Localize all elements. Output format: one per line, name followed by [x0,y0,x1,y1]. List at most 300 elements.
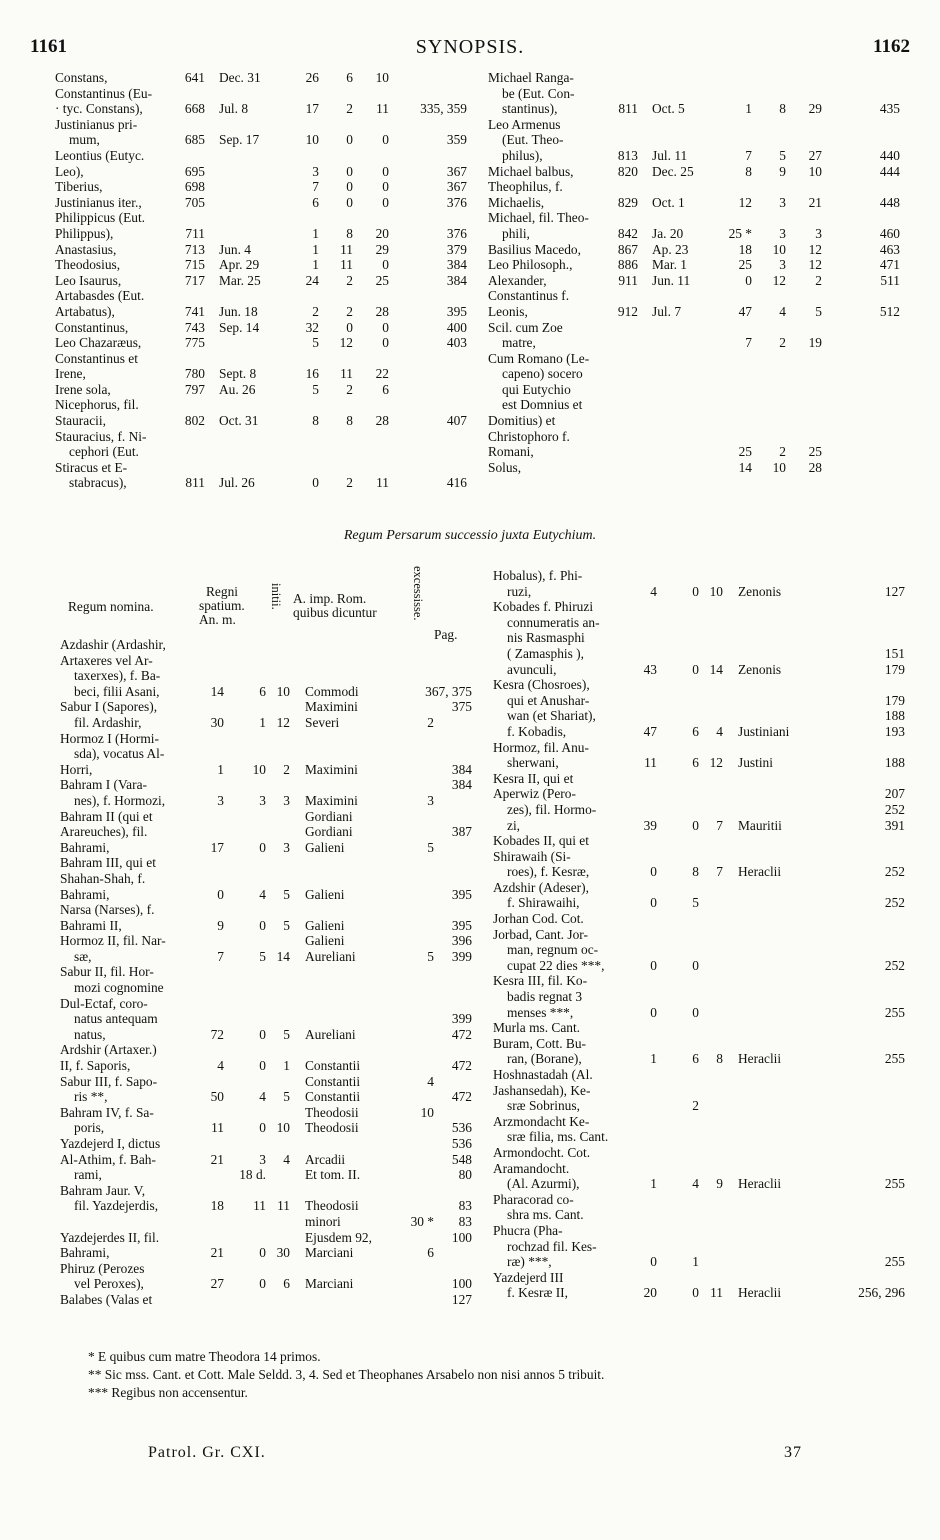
name-cell: Bahrami, [60,839,110,855]
days-cell: 11 [277,1198,290,1214]
emperor-cell: Gordiani [305,824,353,840]
table-row [60,1011,475,1027]
name-cell: ræ) ***, [507,1254,552,1270]
years-cell: 14 [738,459,752,475]
name-cell: Hormoz I (Hormi- [60,730,159,746]
table-row [493,740,908,756]
table-row [493,1239,908,1255]
name-cell: est Domnius et [502,397,583,413]
days-cell: 12 [709,755,723,771]
page-cell: 384 [451,777,472,793]
name-cell: Murla ms. Cant. [493,1020,581,1036]
name-cell: Dul-Ectaf, coro- [60,995,148,1011]
name-cell: Theophilus, f. [488,179,563,195]
page-cell: 256, 296 [858,1285,905,1301]
table-row [488,304,908,320]
excessit-cell: 4 [427,1073,434,1089]
name-cell: Bahram II (qui et [60,808,153,824]
emperor-cell: Commodi [305,683,359,699]
days-cell: 5 [815,303,822,319]
table-row [60,699,475,715]
persian-kings-table-left [60,637,475,1308]
name-cell: Jashansedah), Ke- [493,1082,591,1098]
name-cell: Jorhan Cod. Cot. [493,911,584,927]
years-cell: 0 [312,475,319,491]
days-cell: 3 [283,792,290,808]
days-cell: 21 [808,194,822,210]
name-cell: Irene sola, [55,381,111,397]
days-cell: 10 [709,583,723,599]
table-row [493,1285,908,1301]
table-row [60,1276,475,1292]
months-cell: 9 [779,163,786,179]
months-cell: 0 [346,194,353,210]
years-cell: 47 [738,303,752,319]
months-cell: 0 [346,319,353,335]
name-cell: Michael balbus, [488,163,574,179]
emperor-cell: Theodosii [305,1198,359,1214]
table-row [60,762,475,778]
page-cell: 396 [451,933,472,949]
date-cell: Jun. 18 [219,303,258,319]
name-cell: mozi cognomine [74,980,164,996]
table-row [488,257,908,273]
year-cell: 886 [617,257,638,273]
running-title: SYNOPSIS. [415,36,525,58]
emperor-cell: Constantii [305,1073,361,1089]
years-cell: 47 [643,723,657,739]
table-row [60,653,475,669]
page-cell: 384 [446,257,467,273]
table-row [60,1183,475,1199]
table-row [493,1036,908,1052]
date-cell: Au. 26 [219,381,256,397]
table-row [60,715,475,731]
year-cell: 780 [184,366,205,382]
table-row [60,1027,475,1043]
months-cell: 2 [346,303,353,319]
name-cell: Theodosius, [55,257,121,273]
years-cell: 7 [745,147,752,163]
years-cell: 1 [745,101,752,117]
name-cell: Cum Romano (Le- [488,350,590,366]
years-cell: 1 [217,761,224,777]
year-cell: 713 [184,241,205,257]
months-cell: 3 [259,792,266,808]
table-row [493,693,908,709]
name-cell: (Eut. Theo- [502,132,564,148]
months-cell: 18 d. [239,1167,266,1183]
table-row [60,793,475,809]
name-cell: sæ, [74,948,92,964]
name-cell: sherwani, [507,755,559,771]
page-cell: 472 [451,1089,472,1105]
days-cell: 8 [716,1051,723,1067]
table-row [493,630,908,646]
table-row [493,818,908,834]
name-cell: Kobades f. Phiruzi [493,599,594,615]
name-cell: Bahram III, qui et [60,855,156,871]
emperor-cell: Marciani [305,1276,354,1292]
name-cell: Bahrami, [60,1245,110,1261]
name-cell: Bahram Jaur. V, [60,1182,146,1198]
page-cell: 440 [879,147,900,163]
name-cell: Yazdejerdes II, fil. [60,1229,160,1245]
months-cell: 6 [346,70,353,85]
days-cell: 0 [382,194,389,210]
page-cell: 367 [446,163,467,179]
name-cell: ( Zamasphis ), [507,645,584,661]
table-row [55,397,470,413]
excessit-cell: 30 * [410,1213,434,1229]
emperor-cell: Heraclii [738,1051,782,1067]
months-cell: 10 [772,459,786,475]
years-cell: 1 [312,225,319,241]
page-cell: 193 [884,723,905,739]
months-cell: 0 [259,1245,266,1261]
name-cell: beci, filii Asani, [74,683,160,699]
months-cell: 0 [346,163,353,179]
years-cell: 4 [650,583,657,599]
name-cell: Bahrami, [60,886,110,902]
years-cell: 2 [312,303,319,319]
days-cell: 5 [283,917,290,933]
months-cell: 6 [692,1051,699,1067]
emperor-cell: Maximini [305,699,358,715]
table-row [493,1161,908,1177]
page-cell: 376 [446,194,467,210]
page-cell: 151 [884,645,905,661]
years-cell: 10 [305,132,319,148]
page-cell: 252 [884,864,905,880]
years-cell: 50 [210,1089,224,1105]
page-cell: 460 [879,225,900,241]
emperor-cell: Ejusdem 92, [305,1229,372,1245]
days-cell: 14 [276,948,290,964]
table-row [60,1152,475,1168]
years-cell: 11 [644,755,657,771]
emperor-cell: Arcadii [305,1151,346,1167]
year-cell: 711 [185,225,205,241]
header-excessisse: excessisse. [411,566,425,621]
emperor-cell: Maximini [305,761,358,777]
page-cell: 127 [451,1291,472,1307]
name-cell: Domitius) et [488,413,556,429]
emperor-cell: minori [305,1213,341,1229]
page-cell: 188 [884,708,905,724]
table-row [493,833,908,849]
table-row [60,871,475,887]
months-cell: 6 [692,723,699,739]
table-row [55,429,470,445]
section-title: Regum Persarum successio juxta Eutychium. [343,528,597,543]
name-cell: be (Eut. Con- [502,85,575,101]
emperor-cell: Heraclii [738,1285,782,1301]
name-cell: stantinus), [502,101,558,117]
table-row [60,1214,475,1230]
page-cell: 395 [446,303,467,319]
name-cell: man, regnum oc- [507,942,599,958]
table-row [493,584,908,600]
table-row [55,444,470,460]
table-row [488,320,908,336]
name-cell: Philippus), [55,225,114,241]
table-row [493,724,908,740]
year-cell: 641 [184,70,205,85]
table-row [493,864,908,880]
years-cell: 0 [745,272,752,288]
page-cell: 367 [446,179,467,195]
name-cell: f. Shirawaihi, [507,895,580,911]
name-cell: sræ Sobrinus, [507,1098,580,1114]
name-cell: Arareuches), fil. [60,824,148,840]
table-row [488,413,908,429]
name-cell: zes), fil. Hormo- [507,801,597,817]
days-cell: 0 [382,163,389,179]
months-cell: 0 [259,839,266,855]
page-cell: 416 [446,475,467,491]
year-cell: 695 [184,163,205,179]
page-cell: 252 [884,957,905,973]
name-cell: Sabur II, fil. Hor- [60,964,154,980]
months-cell: 0 [692,1004,699,1020]
year-cell: 715 [184,257,205,273]
days-cell: 3 [283,839,290,855]
year-cell: 797 [184,381,205,397]
years-cell: 30 [210,714,224,730]
months-cell: 0 [692,817,699,833]
year-cell: 867 [617,241,638,257]
table-row [55,475,470,491]
table-row [60,824,475,840]
months-cell: 8 [779,101,786,117]
days-cell: 3 [815,225,822,241]
emperor-cell: Marciani [305,1245,354,1261]
excessit-cell: 5 [427,839,434,855]
name-cell: Constantinus f. [488,288,570,304]
name-cell: natus, [74,1026,106,1042]
name-cell: Kobades II, qui et [493,833,589,849]
name-cell: Michael Ranga- [488,70,574,85]
name-cell: Bahram IV, f. Sa- [60,1104,154,1120]
table-row [493,599,908,615]
emperor-cell: Justini [738,755,773,771]
days-cell: 0 [382,132,389,148]
name-cell: Balabes (Valas et [60,1291,153,1307]
years-cell: 1 [312,257,319,273]
page-cell: 387 [451,824,472,840]
table-row [55,242,470,258]
emperor-cell: Aureliani [305,1026,356,1042]
table-row [60,918,475,934]
table-row [60,1089,475,1105]
table-row [55,132,470,148]
name-cell: Constantinus (Eu- [55,85,153,101]
table-row [60,637,475,653]
months-cell: 4 [259,1089,266,1105]
date-cell: Ja. 20 [652,225,684,241]
name-cell: Christophoro f. [488,428,570,444]
table-row [60,1136,475,1152]
months-cell: 0 [259,1026,266,1042]
name-cell: Artabatus), [55,303,115,319]
page-cell: 100 [451,1229,472,1245]
date-cell: Jun. 11 [652,272,691,288]
years-cell: 17 [210,839,224,855]
table-row [60,1198,475,1214]
page-cell: 179 [884,661,905,677]
page-cell: 359 [446,132,467,148]
months-cell: 5 [259,948,266,964]
days-cell: 11 [376,101,389,117]
name-cell: Constantinus, [55,319,129,335]
years-cell: 3 [217,792,224,808]
name-cell: connumeratis an- [507,614,600,630]
days-cell: 10 [276,683,290,699]
name-cell: Shirawaih (Si- [493,848,571,864]
years-cell: 4 [217,1058,224,1074]
table-row [55,148,470,164]
name-cell: Yazdejerd I, dictus [60,1136,161,1151]
page-cell: 127 [884,583,905,599]
months-cell: 6 [692,755,699,771]
table-row [55,335,470,351]
years-cell: 24 [305,272,319,288]
page-cell: 179 [884,692,905,708]
table-row [493,973,908,989]
header-aimp-1: A. imp. Rom. [293,591,367,606]
table-row [60,887,475,903]
months-cell: 2 [346,272,353,288]
months-cell: 0 [259,917,266,933]
table-row [493,1145,908,1161]
name-cell: II, f. Saporis, [60,1058,131,1074]
name-cell: f. Kobadis, [507,723,567,739]
years-cell: 26 [305,70,319,85]
table-row [60,731,475,747]
name-cell: Hormoz, fil. Anu- [493,739,589,755]
days-cell: 11 [376,475,389,491]
name-cell: Tiberius, [55,179,103,195]
page-number-right: 1162 [873,36,910,57]
days-cell: 5 [283,1089,290,1105]
days-cell: 29 [375,241,389,257]
table-row [493,1051,908,1067]
table-row [60,1058,475,1074]
months-cell: 10 [252,761,266,777]
header-regni-2: spatium. [199,598,245,613]
name-cell: Leo), [55,163,84,179]
name-cell: sræ filia, ms. Cant. [507,1129,609,1145]
days-cell: 25 [808,444,822,460]
year-cell: 911 [618,272,638,288]
header-regni-1: Regni [206,584,238,599]
emperor-cell: Galieni [305,839,345,855]
table-row [488,148,908,164]
years-cell: 25 * [728,225,752,241]
days-cell: 2 [283,761,290,777]
table-row [488,429,908,445]
name-cell: fil. Yazdejerdis, [74,1198,159,1214]
name-cell: taxerxes), f. Ba- [74,668,161,684]
name-cell: poris, [74,1120,105,1136]
year-cell: 775 [184,335,205,351]
name-cell: wan (et Shariat), [507,708,596,724]
months-cell: 12 [339,335,353,351]
emperor-cell: Galieni [305,917,345,933]
page-cell: 255 [884,1004,905,1020]
days-cell: 27 [808,147,822,163]
emperor-cell: Aureliani [305,948,356,964]
name-cell: matre, [502,335,536,351]
table-row [60,964,475,980]
table-row [493,662,908,678]
name-cell: Azdshir (Adeser), [493,879,589,895]
header-initii: initii. [269,583,283,610]
name-cell: Yazdejerd III [493,1269,564,1285]
name-cell: Philippicus (Eut. [55,210,146,226]
header-pag: Pag. [434,627,458,642]
days-cell: 0 [382,257,389,273]
years-cell: 25 [738,444,752,460]
table-row [55,226,470,242]
table-row [60,980,475,996]
months-cell: 2 [692,1098,699,1114]
date-cell: Dec. 31 [219,70,261,85]
year-cell: 717 [184,272,205,288]
page-cell: 255 [884,1254,905,1270]
year-cell: 668 [184,101,205,117]
months-cell: 11 [253,1198,266,1214]
name-cell: menses ***, [507,1004,574,1020]
table-row [493,755,908,771]
table-row [60,1261,475,1277]
table-row [493,1192,908,1208]
years-cell: 0 [650,895,657,911]
year-cell: 842 [617,225,638,241]
years-cell: 16 [305,366,319,382]
table-row [55,320,470,336]
years-cell: 9 [217,917,224,933]
name-cell: Constans, [55,70,108,85]
table-row [60,1074,475,1090]
months-cell: 5 [779,147,786,163]
table-row [60,902,475,918]
years-cell: 21 [210,1151,224,1167]
days-cell: 10 [808,163,822,179]
days-cell: 0 [382,335,389,351]
emperor-cell: Constantii [305,1089,361,1105]
years-cell: 39 [643,817,657,833]
months-cell: 2 [779,444,786,460]
date-cell: Dec. 25 [652,163,694,179]
excessit-cell: 6 [427,1245,434,1261]
page-cell: 83 [458,1198,472,1214]
days-cell: 25 [375,272,389,288]
months-cell: 3 [259,1151,266,1167]
days-cell: 10 [375,70,389,85]
table-row [55,257,470,273]
name-cell: ran, (Borane), [507,1051,582,1067]
table-row [55,164,470,180]
days-cell: 0 [382,179,389,195]
table-row [488,288,908,304]
name-cell: Sabur III, f. Sapo- [60,1073,158,1089]
name-cell: Bahrami II, [60,917,122,933]
name-cell: cupat 22 dies ***, [507,957,605,973]
table-row [60,777,475,793]
name-cell: nis Rasmasphi [507,630,585,646]
